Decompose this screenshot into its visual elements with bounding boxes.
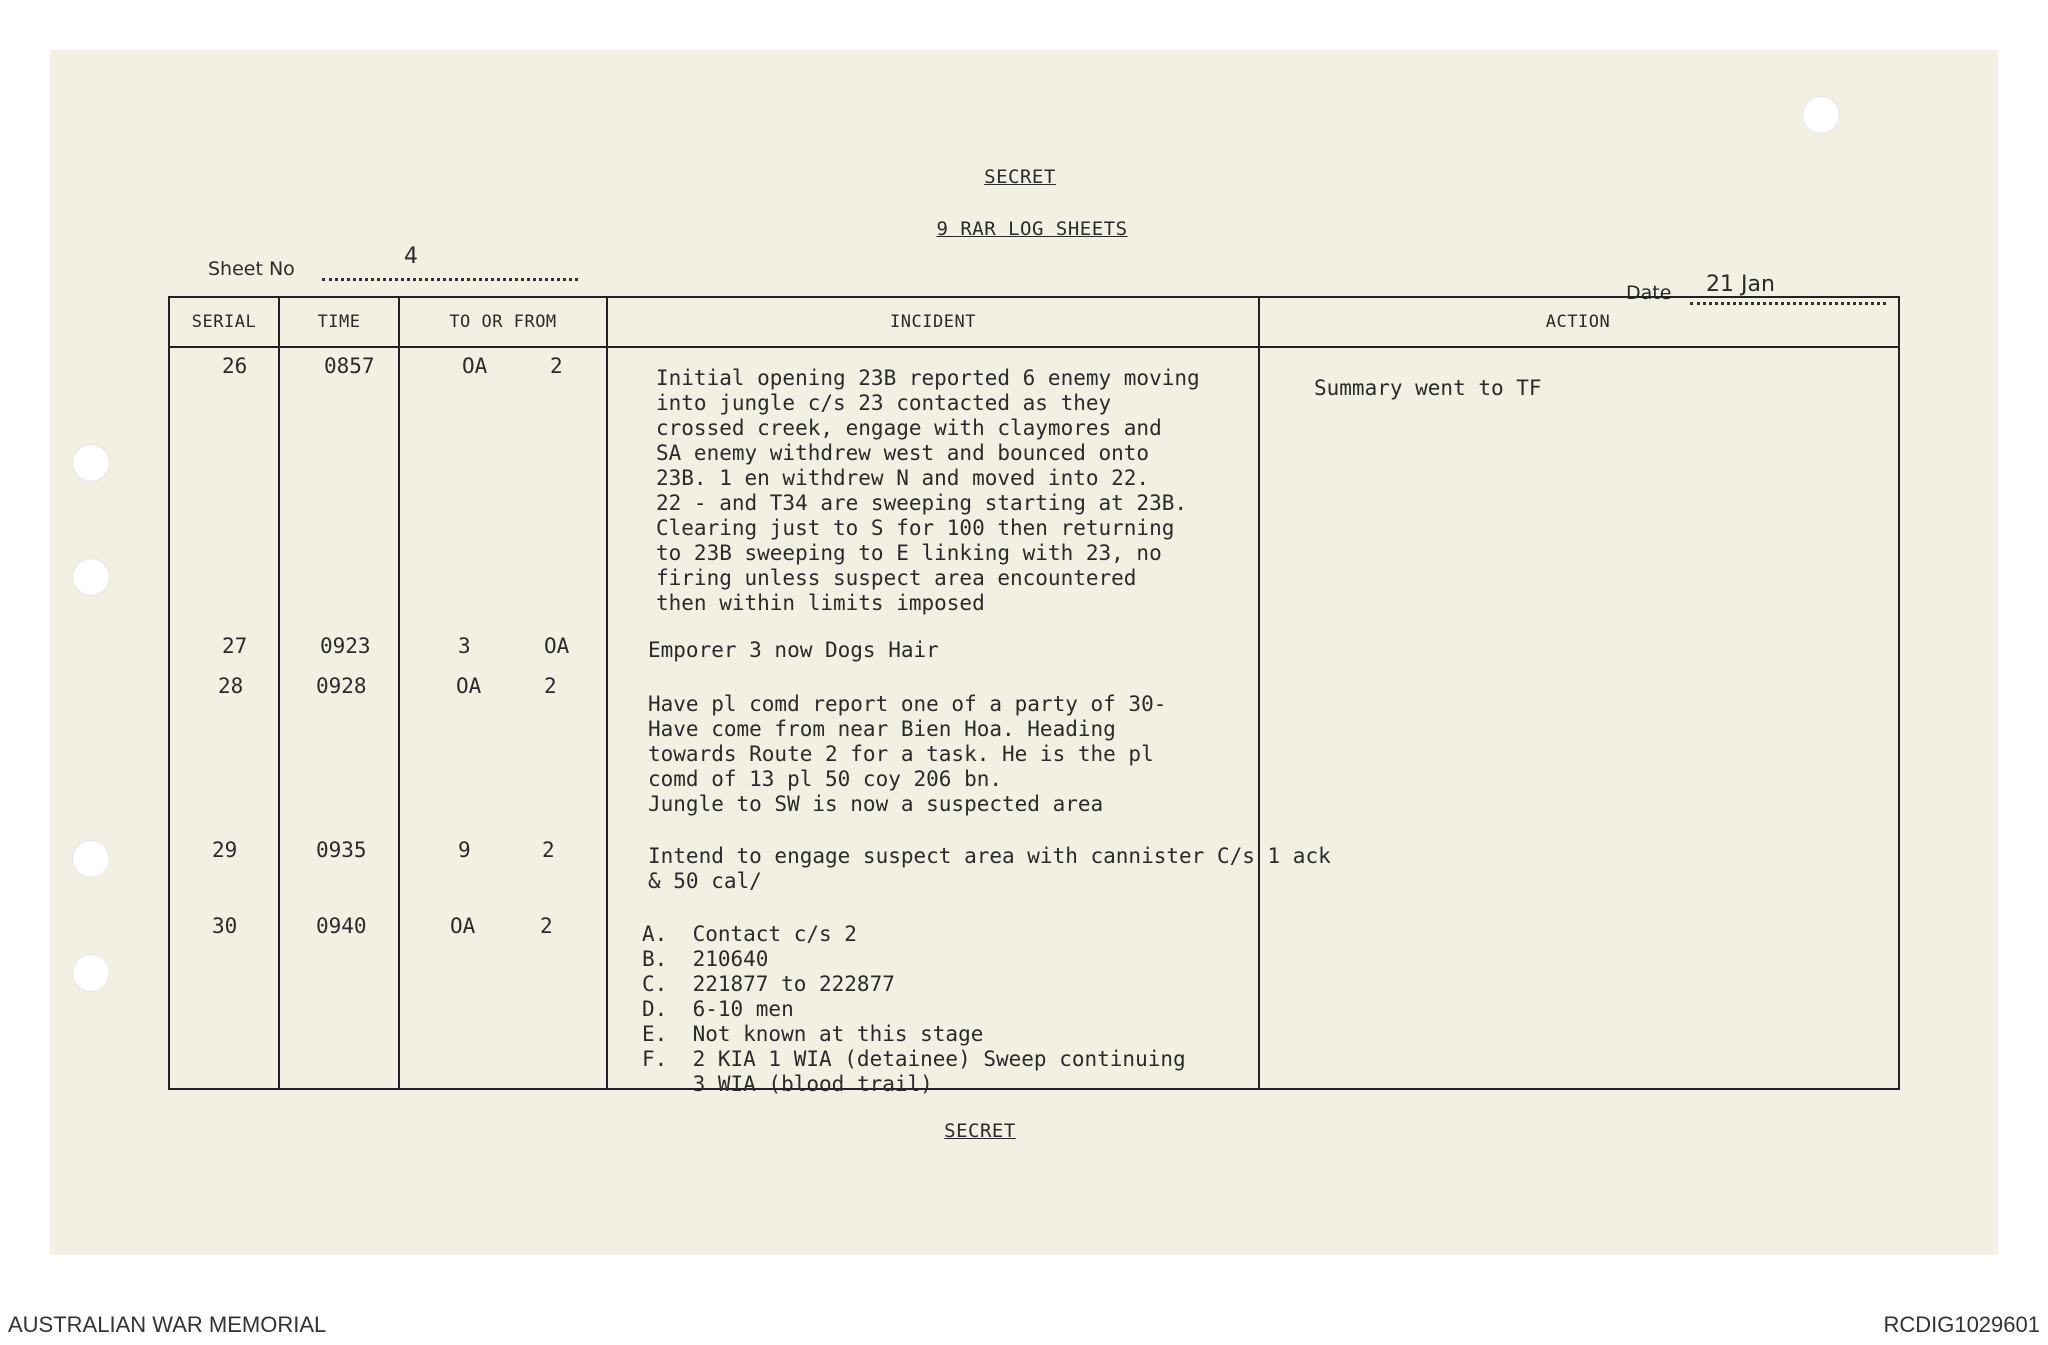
header-action: ACTION: [1545, 312, 1611, 332]
row-serial: 29: [212, 838, 238, 862]
row-from: 2: [542, 838, 555, 862]
row-time: 0857: [324, 354, 375, 378]
header-incident: INCIDENT: [890, 312, 976, 332]
punch-hole-left-2: [72, 558, 110, 596]
row-serial: 27: [222, 634, 248, 658]
date-label: Date: [1626, 282, 1672, 304]
sheet-no-value: 4: [404, 244, 418, 269]
row-from: 2: [550, 354, 563, 378]
row-from: OA: [544, 634, 570, 658]
row-time: 0940: [316, 914, 367, 938]
row-incident: Have pl comd report one of a party of 30- Have come from near Bien Hoa. Heading towards Route 2 for a task. He is the pl comd of 13 pl 50 coy 206 bn. Jungle to SW is now a suspected area: [648, 692, 1167, 816]
archive-label-right: RCDIG1029601: [1883, 1312, 2040, 1337]
col-divider-time: [398, 298, 400, 1088]
row-incident: Initial opening 23B reported 6 enemy moving into jungle c/s 23 contacted as they crossed creek, engage with claymores and SA enemy withdrew west and bounced onto 23B. 1 en withdrew N and moved into 22. 22 - and T34 are sweeping starting at 23B. Clearing just to S for 100 then returning to 23B sweeping to E linking with 23, no firing unless suspect area encountered then within limits imposed: [656, 366, 1200, 615]
row-time: 0928: [316, 674, 367, 698]
row-incident: A. Contact c/s 2 B. 210640 C. 221877 to 222877 D. 6-10 men E. Not known at this stage F. 2 KIA 1 WIA (detainee) Sweep continuing 3 WIA (blood trail): [642, 922, 1186, 1096]
row-incident: Intend to engage suspect area with cannister C/s 1 ack & 50 cal/: [648, 844, 1331, 893]
row-from: 2: [540, 914, 553, 938]
punch-hole-left-3: [72, 840, 110, 878]
row-serial: 26: [222, 354, 248, 378]
row-from: 2: [544, 674, 557, 698]
footer-secret: SECRET: [944, 1120, 1016, 1142]
punch-hole-left-1: [72, 444, 110, 482]
col-divider-tofrom: [606, 298, 608, 1088]
row-time: 0935: [316, 838, 367, 862]
row-serial: 28: [218, 674, 244, 698]
punch-hole-left-4: [72, 954, 110, 992]
header-secret: SECRET: [984, 166, 1056, 188]
header-divider: [170, 346, 1898, 348]
sheet-no-label: Sheet No: [208, 258, 295, 280]
archive-label-left: AUSTRALIAN WAR MEMORIAL: [8, 1312, 327, 1337]
row-to: 3: [458, 634, 471, 658]
row-serial: 30: [212, 914, 238, 938]
document-title: 9 RAR LOG SHEETS: [936, 218, 1128, 240]
header-time: TIME: [317, 312, 361, 332]
header-to-or-from: TO OR FROM: [449, 312, 557, 332]
row-to: 9: [458, 838, 471, 862]
row-to: OA: [450, 914, 476, 938]
log-table: [168, 296, 1900, 1096]
row-action: Summary went to TF: [1314, 376, 1542, 400]
row-incident: Emporer 3 now Dogs Hair: [648, 638, 939, 662]
date-value: 21 Jan: [1706, 272, 1775, 297]
punch-hole-top-right: [1802, 96, 1840, 134]
header-serial: SERIAL: [191, 312, 257, 332]
col-divider-serial: [278, 298, 280, 1088]
row-to: OA: [462, 354, 488, 378]
sheet-no-dots: [322, 278, 578, 281]
row-to: OA: [456, 674, 482, 698]
row-time: 0923: [320, 634, 371, 658]
